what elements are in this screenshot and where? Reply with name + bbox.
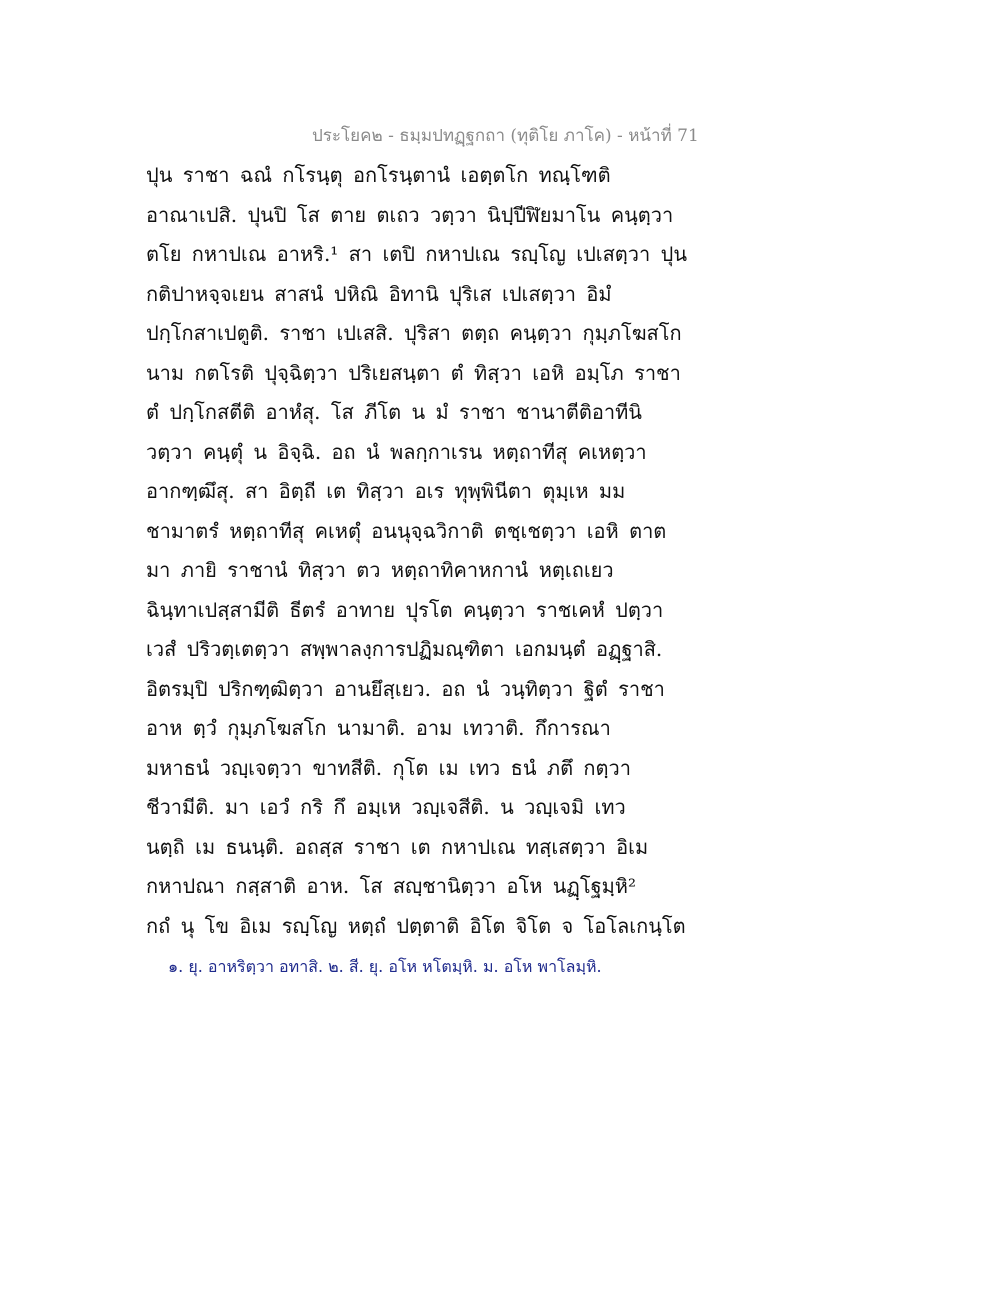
text-line: กติปาหจฺจเยน สาสนํ ปหิณิ อิทานิ ปุริเส เปเสตฺวา อิมํ (146, 281, 612, 306)
text-line: ปุน ราชา ฉณํ กโรนฺตุ อกโรนฺตานํ เอตฺตโก ทณฺโฑติ (146, 163, 611, 187)
text-line: ชามาตรํ หตฺถาทีสุ คเหตุํ อนนุจฺฉวิกาติ ตชฺเชตฺวา เอหิ ตาต (146, 518, 667, 543)
text-line: ฉินฺทาเปสฺสามีติ ธีตรํ อาทาย ปุรโต คนฺตฺวา ราชเคหํ ปตฺวา (146, 597, 664, 622)
text-line: นาม กตโรติ ปุจฺฉิตฺวา ปริเยสนฺตา ตํ ทิสฺวา เอหิ อมฺโภ ราชา (146, 360, 681, 385)
text-line: ชีวามีติ. มา เอวํ กริ กึ อมฺเห วญฺเจสีติ. น วญฺเจมิ เทว (146, 795, 626, 819)
text-line: กถํ นุ โข อิเม รญฺโญ หตฺถํ ปตฺตาติ อิโต จิโต จ โอโลเกนฺโต (146, 913, 686, 938)
text-line: ตํ ปกฺโกสตีติ อาหํสุ. โส ภีโต น มํ ราชา ชานาตีติอาทีนิ (146, 400, 642, 424)
text-line: มหาธนํ วญฺเจตฺวา ขาทสีติ. กุโต เม เทว ธนํ ภตึ กตฺวา (146, 755, 631, 780)
text-line: ปกฺโกสาเปตูติ. ราชา เปเสสิ. ปุริสา ตตฺถ คนฺตฺวา กุมฺภโฆสโก (146, 321, 682, 345)
text-line: เวสํ ปริวตฺเตตฺวา สพฺพาลงฺการปฏิมณฺฑิตา เอกมนฺตํ อฏฺฐาสิ. (146, 637, 663, 661)
running-header: ประโยค๒ - ธมฺมปทฏฺฐกถา (ทุติโย ภาโค) - หน้าที่ 71 (312, 126, 699, 146)
body-text (146, 156, 687, 946)
text-line: อากฑฺฒึสุ. สา อิตฺถี เต ทิสฺวา อเร ทุพฺพินีตา ตุมฺเห มม (146, 479, 626, 503)
text-line: นตฺถิ เม ธนนฺติ. อถสฺส ราชา เต กหาปเณ ทสฺเสตฺวา อิเม (146, 834, 649, 859)
text-line: ตโย กหาปเณ อาหริ.¹ สา เตปิ กหาปเณ รญฺโญ เปเสตฺวา ปุน (146, 242, 687, 266)
text-line: อาห ตฺวํ กุมฺภโฆสโก นามาติ. อาม เทวาติ. กึการณา (146, 716, 611, 740)
text-line: อาณาเปสิ. ปุนปิ โส ตาย ตเถว วตฺวา นิปฺปีฬิยมาโน คนฺตฺวา (146, 202, 674, 227)
footnote: ๑. ยุ. อาหริตฺวา อทาสิ. ๒. สี. ยุ. อโห หโตมฺหิ. ม. อโห พาโลมฺหิ. (168, 957, 602, 976)
text-line: อิตรมฺปิ ปริกฑฺฒิตฺวา อานยึสฺเยว. อถ นํ วนฺทิตฺวา ฐิตํ ราชา (146, 676, 665, 701)
text-line: วตฺวา คนฺตุํ น อิจฺฉิ. อถ นํ พลกฺกาเรน หตฺถาทีสุ คเหตฺวา (146, 439, 647, 464)
text-line: มา ภายิ ราชานํ ทิสฺวา ตว หตฺถาทิคาหกานํ หตฺเถเยว (146, 558, 614, 582)
text-line: กหาปณา กสฺสาติ อาห. โส สญฺชานิตฺวา อโห นฏฺโฐมฺหิ² (146, 874, 636, 898)
